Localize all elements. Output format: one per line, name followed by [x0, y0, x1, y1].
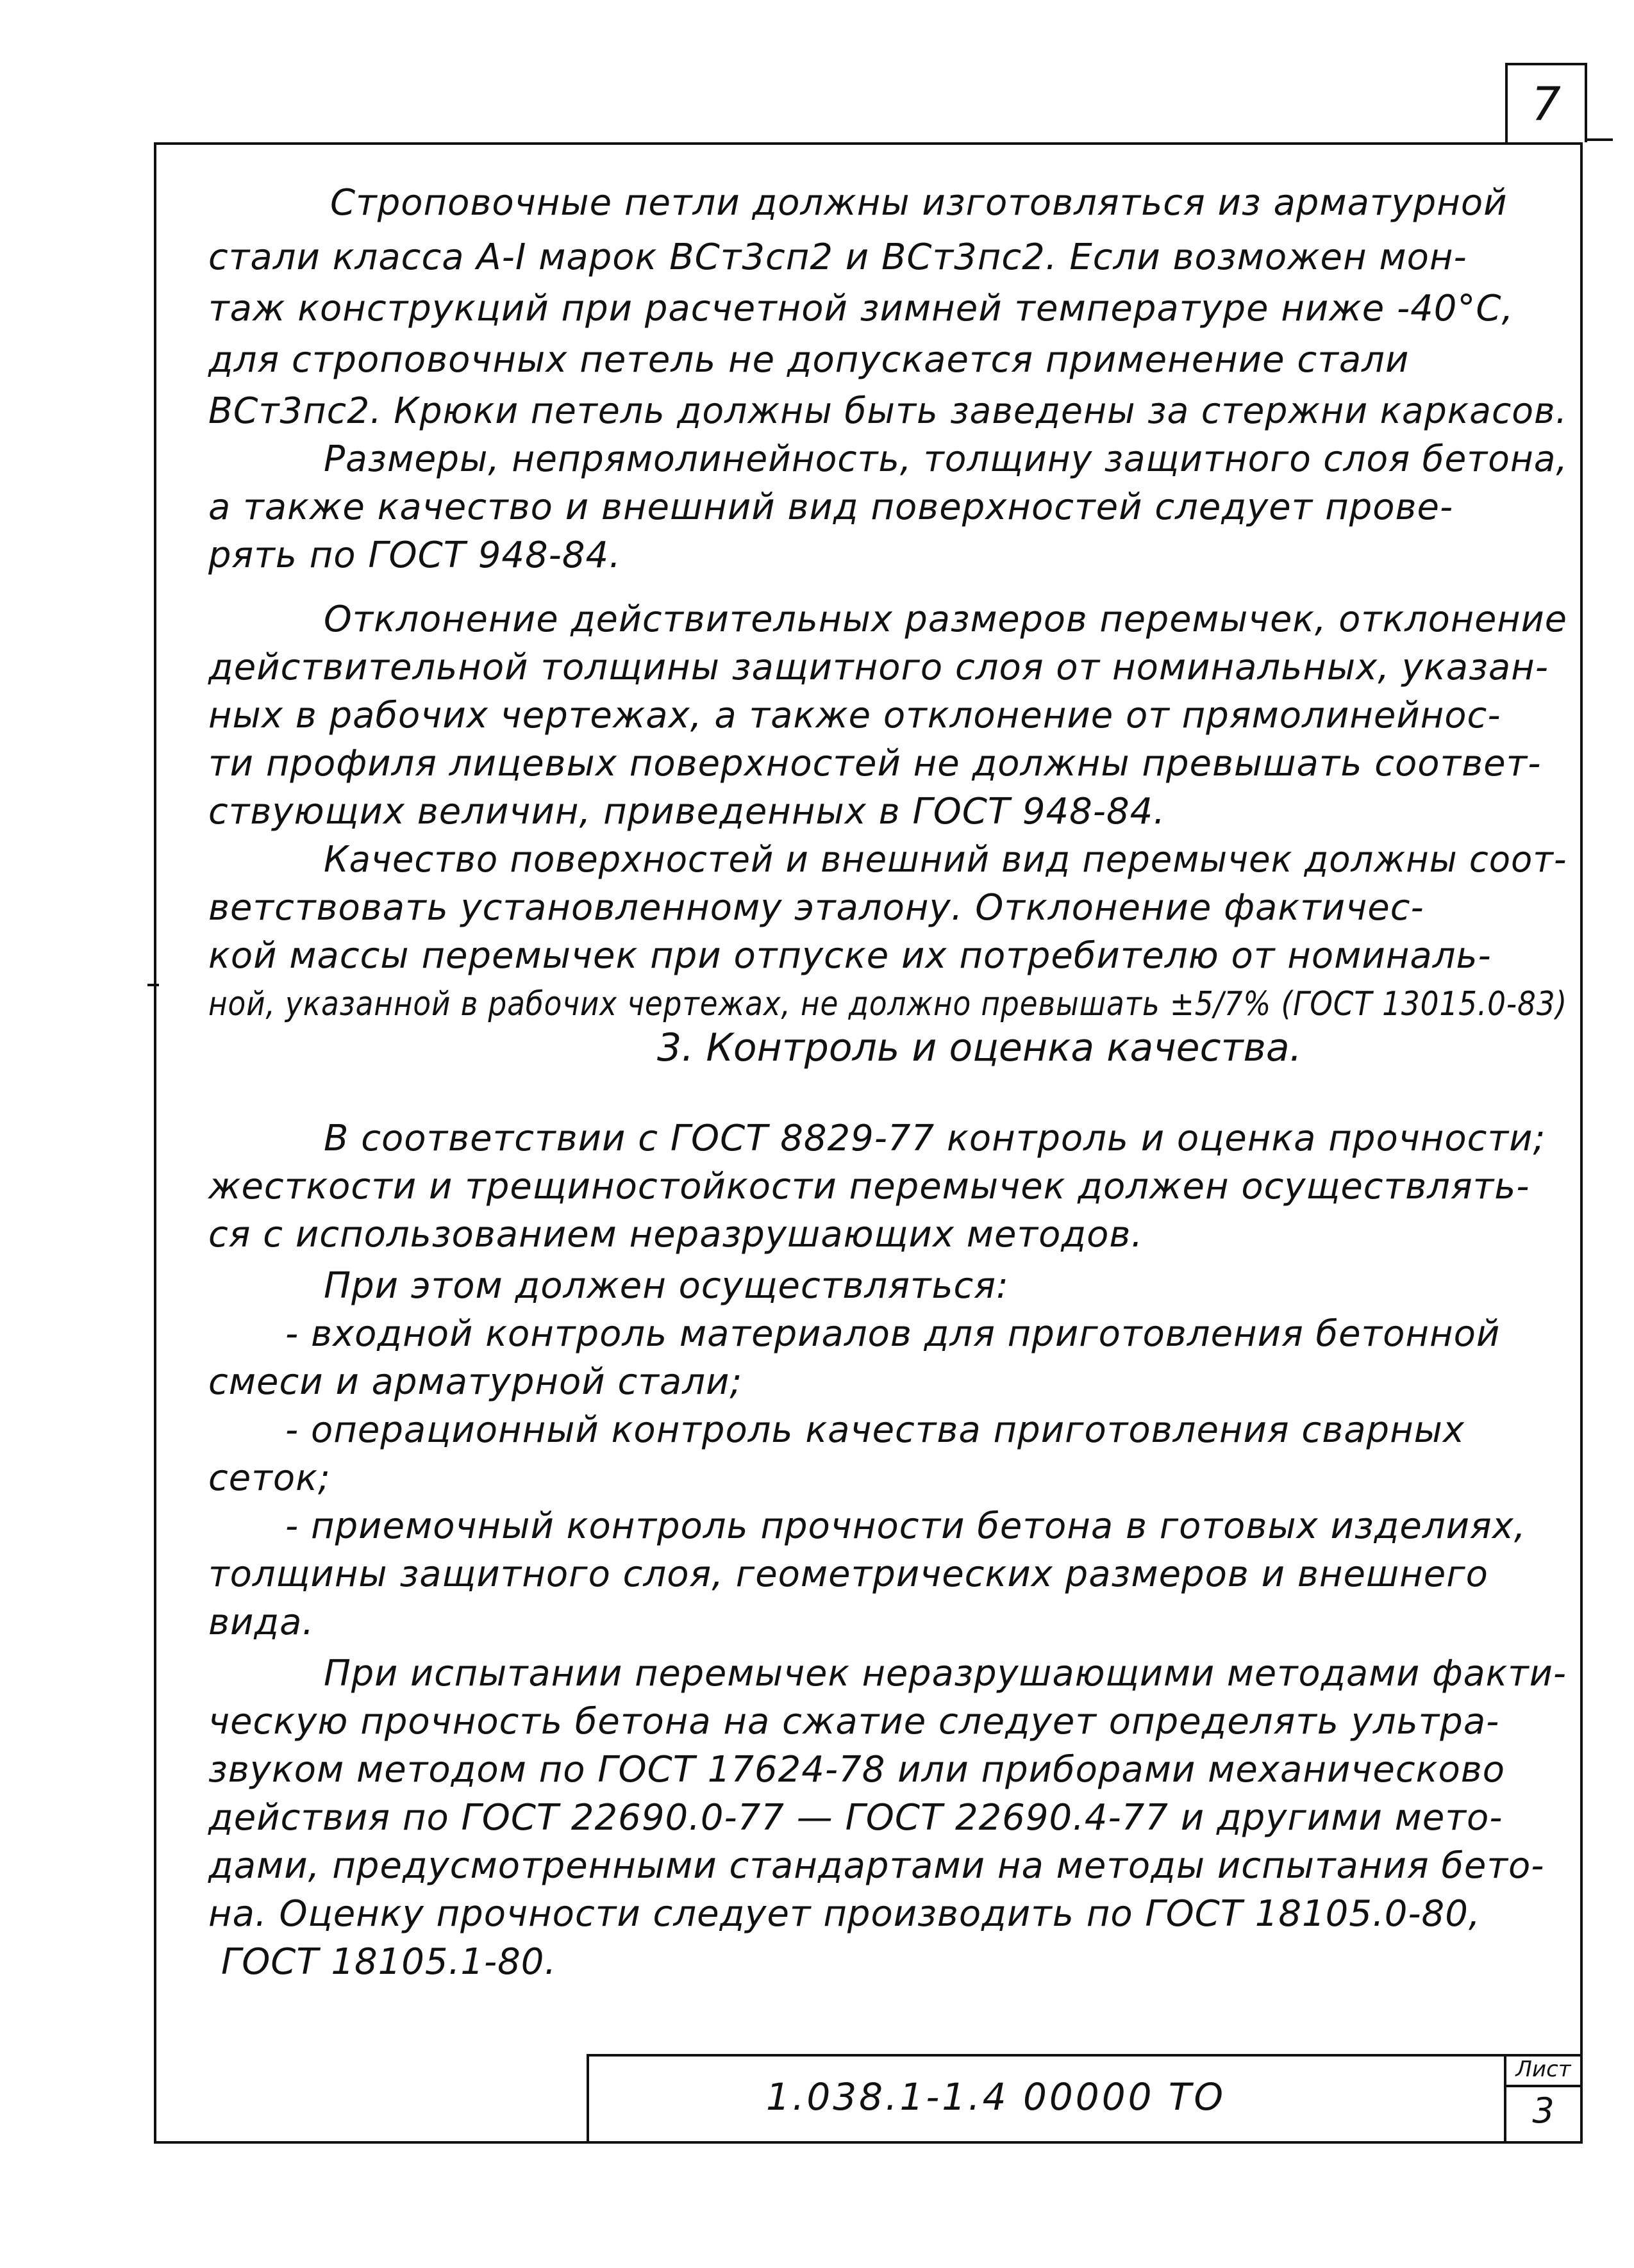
text-line: Отклонение действительных размеров перемычек, отклонение [324, 599, 1567, 640]
text-line: звуком методом по ГОСТ 17624-78 или приборами механическово [208, 1749, 1506, 1791]
text-line: стали класса А-I марок ВСт3сп2 и ВСт3пс2. Если возможен мон- [208, 236, 1467, 278]
text-line: вида. [208, 1602, 315, 1643]
text-line: сеток; [208, 1457, 331, 1499]
sheet-number: 3 [1532, 2090, 1555, 2131]
text-line: В соответствии с ГОСТ 8829-77 контроль и оценка прочности; [324, 1118, 1546, 1159]
margin-mark [147, 984, 159, 986]
text-line: ветствовать установленному эталону. Отклонение фактичес- [208, 887, 1424, 929]
text-line: ствующих величин, приведенных в ГОСТ 948-84. [208, 791, 1166, 832]
sheet-label: Лист [1504, 2054, 1583, 2087]
text-line: ся с использованием неразрушающих методов. [208, 1214, 1144, 1255]
text-line: таж конструкций при расчетной зимней температуре ниже -40°С, [208, 288, 1514, 329]
text-line: Качество поверхностей и внешний вид перемычек должны соот- [324, 839, 1567, 881]
text-line: кой массы перемычек при отпуске их потребителю от номиналь- [208, 935, 1492, 977]
section-heading: 3. Контроль и оценка качества. [657, 1025, 1302, 1070]
text-line: а также качество и внешний вид поверхностей следует прове- [208, 486, 1454, 528]
text-line: При этом должен осуществляться: [324, 1265, 1009, 1307]
text-line: Строповочные петли должны изготовляться из арматурной [330, 182, 1508, 224]
text-line: При испытании перемычек неразрушающими методами факти- [324, 1653, 1567, 1694]
text-line: для строповочных петель не допускается применение стали [208, 339, 1410, 381]
text-line: жесткости и трещиностойкости перемычек должен осуществлять- [208, 1166, 1530, 1207]
text-line: действительной толщины защитного слоя от номинальных, указан- [208, 647, 1549, 688]
page-number-box [1505, 63, 1587, 142]
text-line: ГОСТ 18105.1-80. [221, 1941, 557, 1983]
text-line: на. Оценку прочности следует производить по ГОСТ 18105.0-80, [208, 1893, 1481, 1935]
text-line: рять по ГОСТ 948-84. [208, 534, 621, 576]
corner-divider [1587, 138, 1613, 141]
text-line: - приемочный контроль прочности бетона в готовых изделиях, [285, 1505, 1526, 1547]
text-line: ческую прочность бетона на сжатие следует определять ультра- [208, 1701, 1500, 1742]
text-line: ной, указанной в рабочих чертежах, не должно превышать ±5/7% (ГОСТ 13015.0-83) [208, 985, 1568, 1023]
text-line: ВСт3пс2. Крюки петель должны быть заведены за стержни каркасов. [208, 390, 1568, 432]
text-line: толщины защитного слоя, геометрических размеров и внешнего [208, 1553, 1488, 1595]
text-line: - входной контроль материалов для приготовления бетонной [285, 1313, 1501, 1355]
text-line: ти профиля лицевых поверхностей не должны превышать соответ- [208, 743, 1542, 784]
text-line: дами, предусмотренными стандартами на методы испытания бето- [208, 1845, 1545, 1887]
page-number: 7 [1531, 77, 1561, 131]
text-line: - операционный контроль качества приготовления сварных [285, 1409, 1465, 1451]
document-code: 1.038.1-1.4 00000 ТО [766, 2075, 1226, 2119]
text-line: смеси и арматурной стали; [208, 1361, 743, 1403]
text-line: действия по ГОСТ 22690.0-77 — ГОСТ 22690.4-77 и другими мето- [208, 1797, 1503, 1839]
text-line: ных в рабочих чертежах, а также отклонение от прямолинейнос- [208, 695, 1501, 736]
text-line: Размеры, непрямолинейность, толщину защитного слоя бетона, [324, 438, 1568, 480]
